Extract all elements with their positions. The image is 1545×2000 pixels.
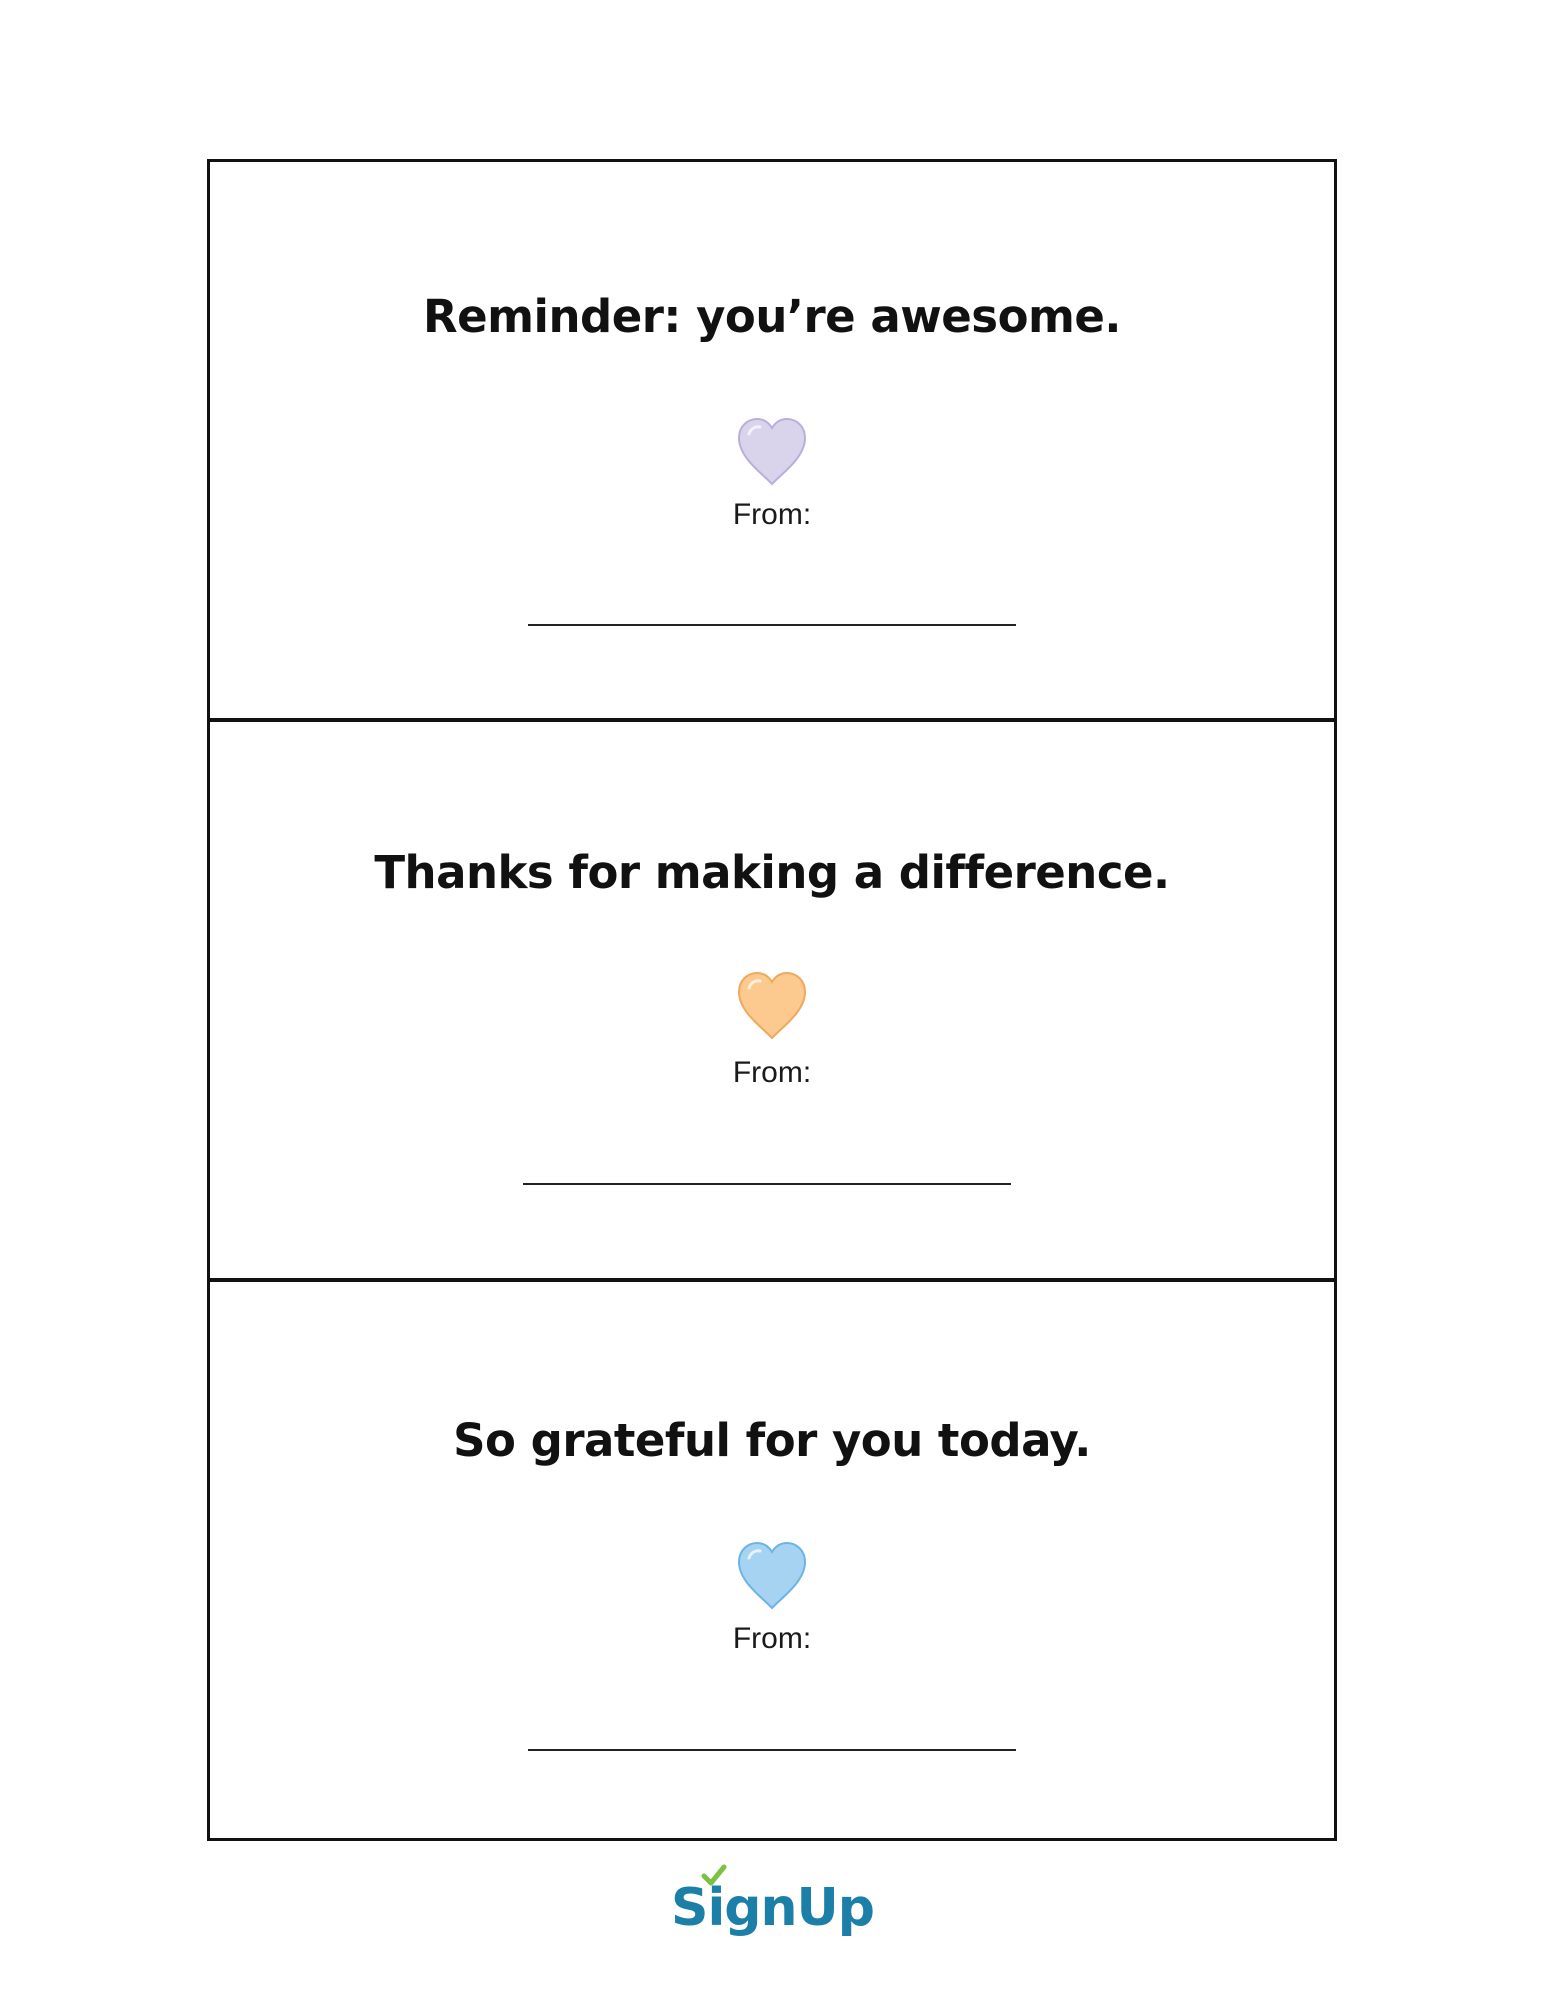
signup-logo xyxy=(0,1878,1545,1958)
heart-icon xyxy=(735,1540,809,1610)
card-3 xyxy=(207,1279,1337,1841)
card-message: Thanks for making a difference. xyxy=(374,846,1170,899)
card-message: So grateful for you today. xyxy=(453,1414,1091,1467)
card-2 xyxy=(207,719,1337,1281)
logo-text xyxy=(671,1878,874,1938)
heart-icon xyxy=(735,970,809,1040)
from-label: From: xyxy=(732,1622,812,1655)
from-label: From: xyxy=(732,1056,812,1089)
signature-line xyxy=(528,624,1016,626)
from-label: From: xyxy=(732,498,812,531)
checkmark-icon xyxy=(701,1864,727,1886)
signature-line xyxy=(523,1183,1011,1185)
card-1 xyxy=(207,159,1337,721)
card-message: Reminder: you’re awesome. xyxy=(422,290,1122,343)
logo-wordmark: SignUp xyxy=(671,1878,874,1938)
card-sheet xyxy=(207,159,1335,1841)
heart-icon xyxy=(735,416,809,486)
signature-line xyxy=(528,1749,1016,1751)
